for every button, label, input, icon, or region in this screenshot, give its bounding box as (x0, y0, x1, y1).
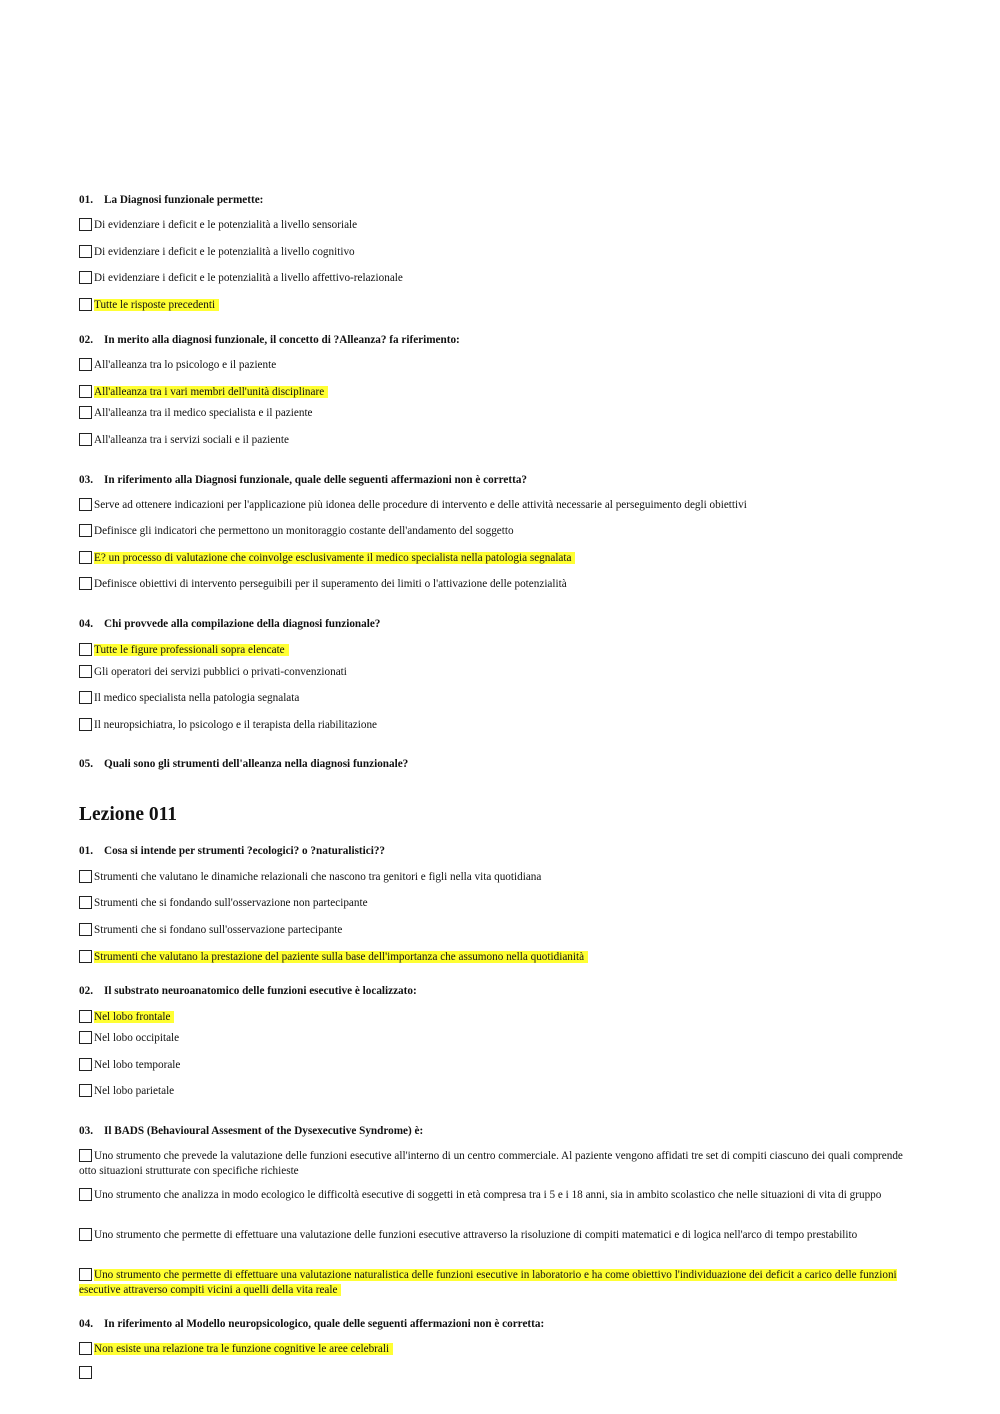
answer-option: Nel lobo parietale (79, 1084, 174, 1099)
answer-option-correct: Tutte le risposte precedenti (79, 298, 219, 313)
answer-option: Strumenti che si fondando sull'osservazione non partecipante (79, 896, 368, 911)
answer-option: Nel lobo temporale (79, 1058, 180, 1073)
checkbox[interactable] (79, 385, 92, 398)
checkbox[interactable] (79, 1366, 92, 1379)
checkbox[interactable] (79, 245, 92, 258)
answer-option: Gli operatori dei servizi pubblici o privati-convenzionati (79, 665, 347, 680)
question-heading: 02. Il substrato neuroanatomico delle funzioni esecutive è localizzato: (79, 985, 417, 997)
answer-option: Uno strumento che prevede la valutazione delle funzioni esecutive all'interno di un centro commerciale. Al paziente vengono affidati tre set di compiti ciascuno dei quali comprende otto situazioni strutturate con specifiche richieste (79, 1150, 903, 1177)
answer-option-correct: All'alleanza tra i vari membri dell'unità disciplinare (79, 385, 328, 400)
question-heading: 01. Cosa si intende per strumenti ?ecologici? o ?naturalistici?? (79, 845, 386, 857)
checkbox[interactable] (79, 577, 92, 590)
answer-option: Strumenti che valutano le dinamiche relazionali che nascono tra genitori e figli nella vita quotidiana (79, 870, 541, 885)
answer-option: Definisce gli indicatori che permettono un monitoraggio costante dell'andamento del soggetto (79, 524, 514, 539)
answer-option-correct: Strumenti che valutano la prestazione del paziente sulla base dell'importanza che assumono nella quotidianità (79, 950, 588, 965)
question-heading: 03. Il BADS (Behavioural Assesment of the Dysexecutive Syndrome) è: (79, 1125, 424, 1137)
checkbox[interactable] (79, 950, 92, 963)
answer-option: Strumenti che si fondano sull'osservazione partecipante (79, 923, 342, 938)
question-heading: 02. In merito alla diagnosi funzionale, il concetto di ?Alleanza? fa riferimento: (79, 334, 460, 346)
checkbox[interactable] (79, 718, 92, 731)
checkbox[interactable] (79, 1058, 92, 1071)
checkbox[interactable] (79, 551, 92, 564)
checkbox[interactable] (79, 524, 92, 537)
answer-option: All'alleanza tra il medico specialista e il paziente (79, 406, 313, 421)
answer-option: Definisce obiettivi di intervento perseguibili per il superamento dei limiti o l'attivazione delle potenzialità (79, 577, 567, 592)
checkbox[interactable] (79, 406, 92, 419)
question-heading: 05. Quali sono gli strumenti dell'alleanza nella diagnosi funzionale? (79, 758, 409, 770)
answer-option-correct: Nel lobo frontale (79, 1010, 174, 1025)
answer-option: Uno strumento che permette di effettuare una valutazione delle funzioni esecutive attraverso la risoluzione di compiti matematici e di logica nell'arco di tempo prestabilito (79, 1228, 914, 1243)
checkbox[interactable] (79, 923, 92, 936)
checkbox[interactable] (79, 896, 92, 909)
answer-option: Di evidenziare i deficit e le potenzialità a livello sensoriale (79, 218, 357, 233)
checkbox[interactable] (79, 271, 92, 284)
checkbox[interactable] (79, 218, 92, 231)
lesson-title: Lezione 011 (79, 804, 178, 825)
question-heading: 04. Chi provvede alla compilazione della diagnosi funzionale? (79, 618, 381, 630)
checkbox[interactable] (79, 358, 92, 371)
answer-option: Di evidenziare i deficit e le potenzialità a livello affettivo-relazionale (79, 271, 403, 286)
answer-option-correct: Uno strumento che permette di effettuare una valutazione naturalistica delle funzioni esecutive in laboratorio e ha come obiettivo l'individuazione dei deficit a carico delle funzioni esecutive attraverso compiti vicini a quelli della vita reale (79, 1269, 897, 1296)
checkbox[interactable] (79, 665, 92, 678)
answer-option-correct: Non esiste una relazione tra le funzione cognitive le aree celebrali (79, 1342, 393, 1357)
checkbox[interactable] (79, 298, 92, 311)
checkbox[interactable] (79, 1149, 92, 1162)
checkbox[interactable] (79, 1084, 92, 1097)
answer-option: Di evidenziare i deficit e le potenzialità a livello cognitivo (79, 245, 355, 260)
checkbox[interactable] (79, 643, 92, 656)
question-heading: 03. In riferimento alla Diagnosi funzionale, quale delle seguenti affermazioni non è corretta? (79, 474, 528, 486)
checkbox[interactable] (79, 1228, 92, 1241)
checkbox[interactable] (79, 498, 92, 511)
answer-option: Uno strumento che analizza in modo ecologico le difficoltà esecutive di soggetti in età compresa tra i 5 e i 18 anni, sia in ambito scolastico che nelle situazioni di vita di gruppo (79, 1188, 914, 1203)
answer-option: Serve ad ottenere indicazioni per l'applicazione più idonea delle procedure di intervento e delle attività necessarie al perseguimento degli obiettivi (79, 498, 747, 513)
checkbox[interactable] (79, 1342, 92, 1355)
checkbox[interactable] (79, 1268, 92, 1281)
question-heading: 04. In riferimento al Modello neuropsicologico, quale delle seguenti affermazioni non è corretta: (79, 1318, 545, 1330)
answer-option: Il neuropsichiatra, lo psicologo e il terapista della riabilitazione (79, 718, 377, 733)
answer-option-correct: E? un processo di valutazione che coinvolge esclusivamente il medico specialista nella patologia segnalata (79, 551, 575, 566)
answer-option: All'alleanza tra lo psicologo e il paziente (79, 358, 276, 373)
checkbox[interactable] (79, 433, 92, 446)
checkbox[interactable] (79, 1031, 92, 1044)
answer-option-correct: Tutte le figure professionali sopra elencate (79, 643, 289, 658)
checkbox[interactable] (79, 1188, 92, 1201)
checkbox[interactable] (79, 1010, 92, 1023)
question-heading: 01. La Diagnosi funzionale permette: (79, 194, 264, 206)
answer-option: All'alleanza tra i servizi sociali e il paziente (79, 433, 289, 448)
checkbox[interactable] (79, 870, 92, 883)
checkbox[interactable] (79, 691, 92, 704)
answer-option: Il medico specialista nella patologia segnalata (79, 691, 299, 706)
answer-option: Nel lobo occipitale (79, 1031, 179, 1046)
answer-option (79, 1366, 94, 1381)
